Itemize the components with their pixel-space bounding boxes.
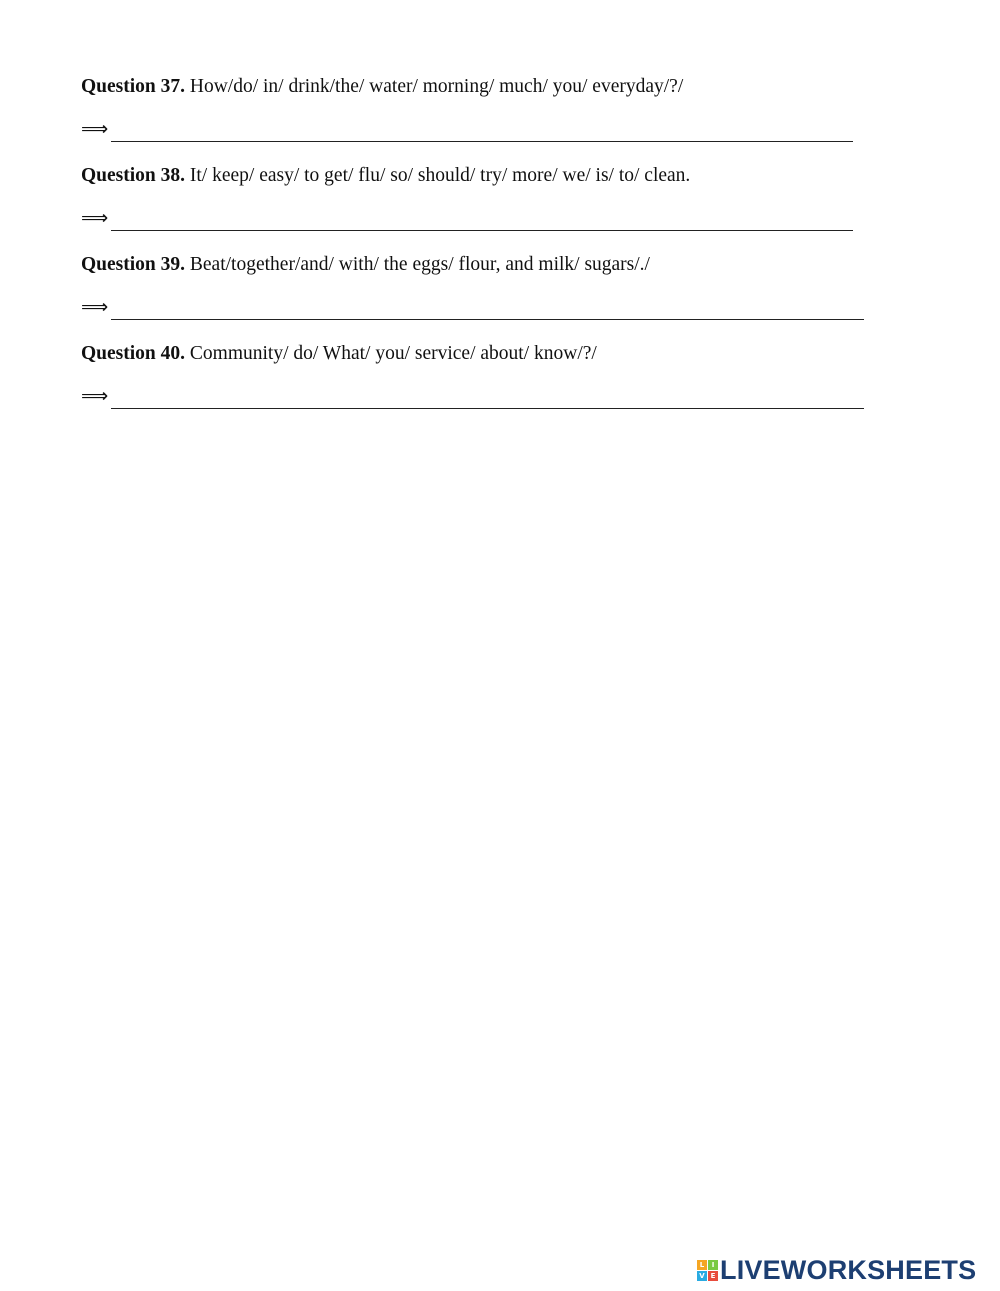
question-text: How/do/ in/ drink/the/ water/ morning/ much/ you/ everyday/?/ bbox=[185, 76, 684, 97]
implies-arrow-icon: ⟹ bbox=[81, 118, 109, 140]
answer-row bbox=[81, 198, 881, 231]
answer-row bbox=[81, 287, 881, 320]
question-text: Community/ do/ What/ you/ service/ about/ know/?/ bbox=[185, 343, 597, 364]
question-prompt bbox=[81, 159, 881, 192]
implies-arrow-icon: ⟹ bbox=[81, 385, 109, 407]
question-number: Question 37. bbox=[81, 76, 186, 97]
question-number: Question 38. bbox=[81, 165, 186, 186]
answer-row bbox=[81, 109, 881, 142]
answer-input[interactable] bbox=[111, 298, 864, 320]
question-text: Beat/together/and/ with/ the eggs/ flour, and milk/ sugars/./ bbox=[185, 254, 650, 275]
question-block bbox=[81, 248, 881, 320]
logo-block: L bbox=[697, 1260, 707, 1270]
question-block bbox=[81, 337, 881, 409]
liveworksheets-logo bbox=[697, 1255, 976, 1285]
question-block bbox=[81, 159, 881, 231]
answer-input[interactable] bbox=[111, 387, 864, 409]
logo-text: LIVEWORKSHEETS bbox=[720, 1255, 977, 1285]
implies-arrow-icon: ⟹ bbox=[81, 296, 109, 318]
question-prompt bbox=[81, 70, 881, 103]
answer-row bbox=[81, 376, 881, 409]
implies-arrow-icon: ⟹ bbox=[81, 207, 109, 229]
question-block bbox=[81, 70, 881, 142]
logo-block: I bbox=[708, 1260, 718, 1270]
logo-block: V bbox=[697, 1271, 707, 1281]
worksheet bbox=[81, 70, 881, 426]
question-text: It/ keep/ easy/ to get/ flu/ so/ should/ try/ more/ we/ is/ to/ clean. bbox=[185, 165, 691, 186]
question-prompt bbox=[81, 248, 881, 281]
logo-block: E bbox=[708, 1271, 718, 1281]
answer-input[interactable] bbox=[111, 120, 853, 142]
question-prompt bbox=[81, 337, 881, 370]
question-number: Question 39. bbox=[81, 254, 186, 275]
logo-blocks-icon bbox=[697, 1260, 718, 1281]
question-number: Question 40. bbox=[81, 343, 186, 364]
answer-input[interactable] bbox=[111, 209, 853, 231]
